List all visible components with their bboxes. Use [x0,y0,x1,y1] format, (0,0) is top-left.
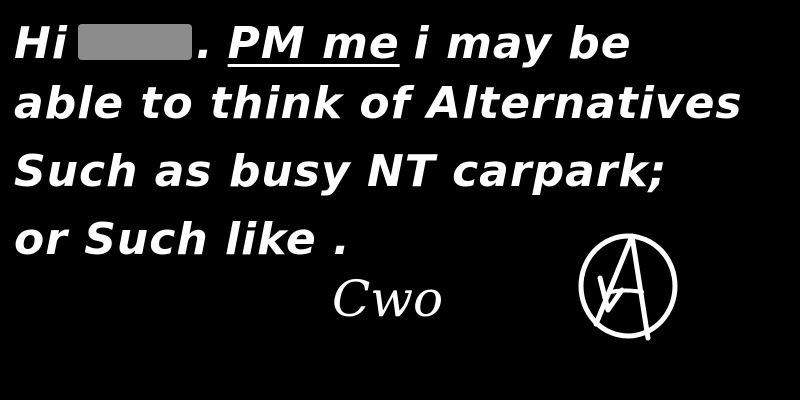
pm-me-text: PM me [227,18,400,69]
note-line-3: Such as busy NT carpark; [14,146,668,197]
note-line-1 [14,18,632,69]
line-1-rest: i may be [413,18,632,69]
redacted-name [78,24,192,60]
signature: Cwo [332,270,444,328]
name-period: . [195,18,214,69]
note-line-4: or Such like . [14,214,351,265]
anarchy-symbol-icon [570,228,686,344]
note-line-2: able to think of Alternatives [14,78,743,129]
greeting-text: Hi [14,18,68,69]
